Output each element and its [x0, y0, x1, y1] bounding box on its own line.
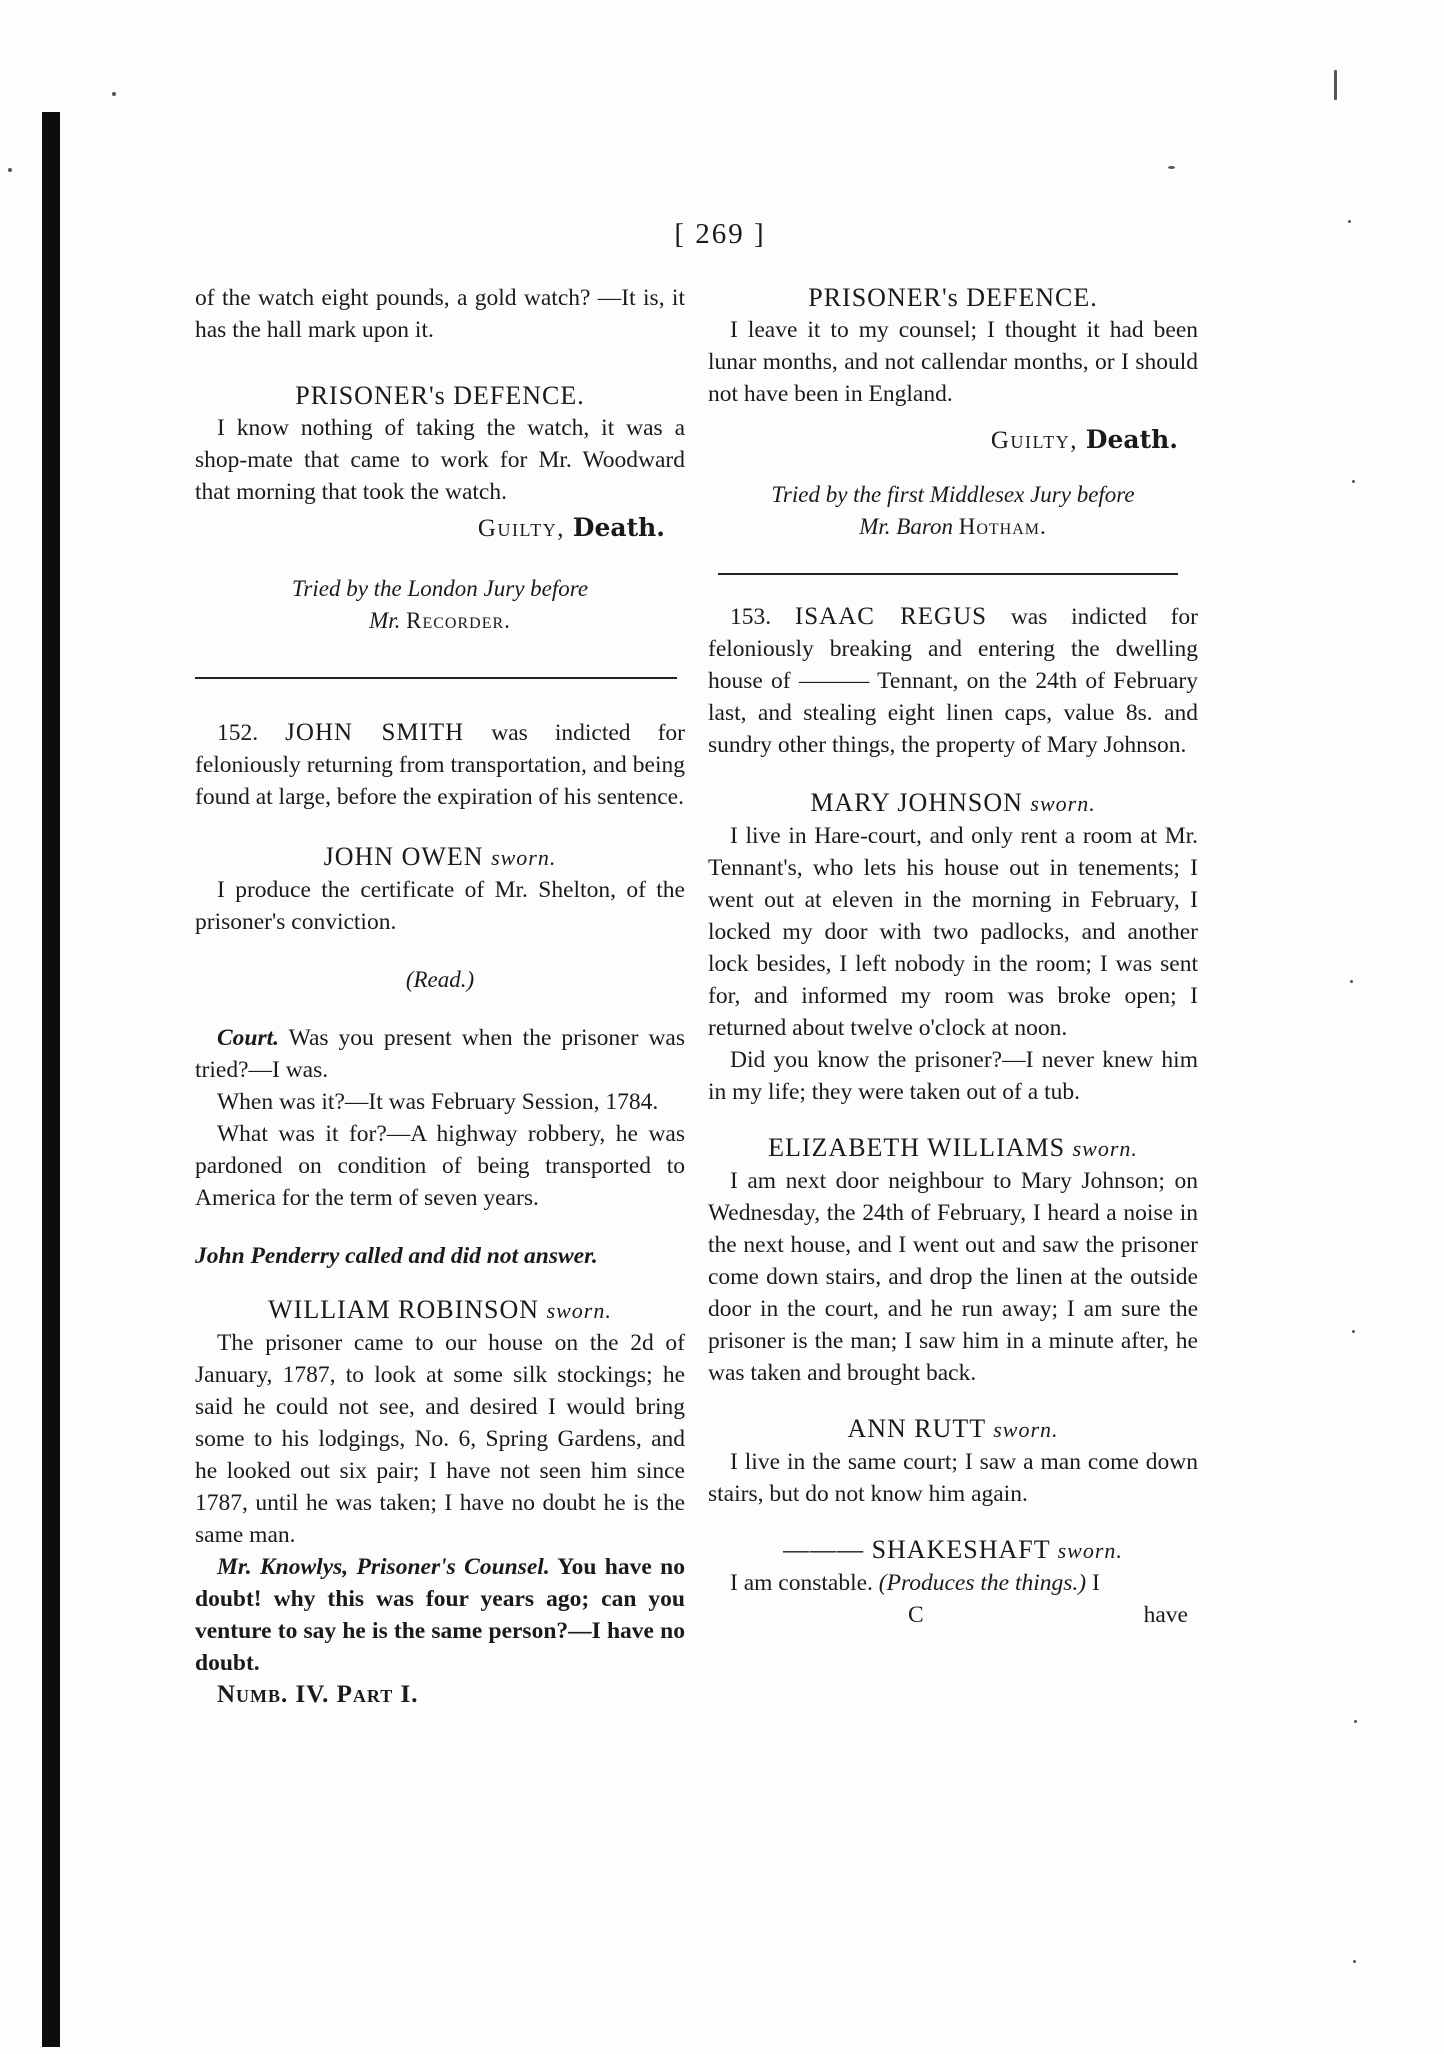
question-when: When was it?—It was February Session, 1784. [217, 1089, 659, 1115]
witness-name: ——— SHAKESHAFT [783, 1535, 1051, 1564]
witness-heading [708, 787, 1198, 820]
scan-speck [8, 168, 12, 172]
signature-mark: C [908, 1602, 924, 1628]
witness-heading [195, 841, 685, 874]
tried-judge-title: Mr. [369, 608, 401, 633]
witness-heading [195, 1294, 685, 1327]
verdict [195, 512, 685, 545]
case-number: 153. [730, 604, 772, 630]
defendant-name: ISAAC REGUS [794, 603, 988, 630]
defendant-name: JOHN SMITH [285, 719, 465, 746]
case-152-indictment [195, 717, 685, 813]
court-question [195, 1022, 685, 1086]
witness-name: ELIZABETH WILLIAMS [768, 1133, 1066, 1162]
verdict-sentence: Death. [1085, 425, 1178, 454]
sworn-label: sworn. [1057, 1538, 1123, 1563]
verdict [708, 424, 1198, 457]
continued-paragraph: of the watch eight pounds, a gold watch? —It is, it has the hall mark upon it. [195, 285, 685, 343]
witness-testimony: The prisoner came to our house on the 2d of January, 1787, to look at some silk stockings; he said he could not see, and desired I would bring some to his lodgings, No. 6, Spring Gardens, and he looked out six pair; I have not seen him since 1787, until he was taken; I have no doubt he is the same man. [195, 1330, 685, 1548]
produces-note: (Produces the things.) [878, 1570, 1087, 1596]
court-question-text: Was you present when the prisoner was tried?—I was. [195, 1025, 685, 1083]
tried-judge [708, 511, 1198, 543]
defence-text: I leave it to my counsel; I thought it had been lunar months, and not callendar months, or I should not have been in England. [708, 317, 1198, 407]
read-note: (Read.) [405, 967, 475, 992]
tried-judge-name: Recorder. [406, 608, 511, 633]
witness-testimony [708, 1567, 1198, 1599]
page-number: [ 269 ] [674, 218, 766, 250]
counsel-text: You have no doubt! why this was four years ago; can you venture to say he is the same person?—I have no doubt. [195, 1554, 685, 1676]
defence-heading: PRISONER's DEFENCE. [808, 283, 1098, 312]
sworn-label: sworn. [491, 845, 557, 870]
scan-speck [1352, 480, 1355, 483]
counsel-question [195, 1551, 685, 1679]
sworn-label: sworn. [546, 1298, 612, 1323]
case-153-indictment [708, 601, 1198, 761]
witness-testimony: I live in Hare-court, and only rent a room at Mr. Tennant's, who lets his house out in tenements; I went out at eleven in the morning in February, I locked my door with two padlocks, and another lock besides, I left nobody in the room; I was sent for, and informed my room was broke open; I returned about twelve o'clock at noon. [708, 823, 1198, 1041]
verdict-sentence: Death. [572, 513, 665, 542]
scan-speck [1334, 70, 1337, 100]
counsel-label: Mr. Knowlys, Prisoner's Counsel. [217, 1554, 550, 1580]
left-column [195, 282, 685, 1711]
witness-name: WILLIAM ROBINSON [268, 1295, 540, 1324]
verdict-word: Guilty, [990, 427, 1079, 454]
defence-heading: PRISONER's DEFENCE. [295, 381, 585, 410]
sworn-label: sworn. [1030, 791, 1096, 816]
called-note: John Penderry called and did not answer. [195, 1243, 598, 1269]
tried-line: Tried by the first Middlesex Jury before [771, 482, 1135, 507]
indictment-text: was indicted for feloniously breaking and entering the dwelling house of ——— Tennant, on the 24th of February last, and stealing eight linen caps, value 8s. and sundry other things, the property of Mary Johnson. [708, 604, 1199, 758]
court-label: Court. [217, 1025, 280, 1051]
scan-speck [112, 92, 116, 96]
indictment-text: was indicted for feloniously returning from transportation, and being found at large, before the expiration of his sentence. [195, 720, 685, 810]
witness-name: JOHN OWEN [323, 842, 484, 871]
witness-testimony: I live in the same court; I saw a man come down stairs, but do not know him again. [708, 1449, 1198, 1507]
section-rule [718, 573, 1178, 575]
page-foot-line [708, 1599, 1198, 1631]
tried-line: Tried by the London Jury before [291, 576, 589, 601]
scan-speck [1354, 1720, 1357, 1723]
witness-testimony: I produce the certificate of Mr. Shelton, of the prisoner's conviction. [195, 877, 685, 935]
scan-speck [1352, 1330, 1355, 1333]
question-what: What was it for?—A highway robbery, he was pardoned on condition of being transported to America for the term of seven years. [195, 1121, 685, 1211]
verdict-word: Guilty, [477, 515, 566, 542]
witness-testimony: I am next door neighbour to Mary Johnson; on Wednesday, the 24th of February, I heard a noise in the next house, and I went out and saw the prisoner come down stairs, and drop the linen at the outside door in the court, and he run away; I am sure the prisoner is the man; I saw him in a minute after, he was taken and brought back. [708, 1168, 1198, 1386]
scan-speck [1348, 220, 1351, 223]
witness-name: ANN RUTT [847, 1414, 986, 1443]
witness-heading [708, 1534, 1198, 1567]
witness-heading [708, 1413, 1198, 1446]
testimony-start: I am constable. [730, 1570, 873, 1596]
scan-speck [1353, 1960, 1356, 1963]
witness-name: MARY JOHNSON [810, 788, 1023, 817]
tried-judge-name: Hotham. [958, 514, 1047, 539]
scan-speck [1168, 166, 1175, 169]
testimony-cont: I [1091, 1570, 1100, 1596]
tried-judge-title: Mr. Baron [859, 514, 953, 539]
scan-speck [1350, 980, 1353, 983]
witness-question: Did you know the prisoner?—I never knew him in my life; they were taken out of a tub. [708, 1047, 1198, 1105]
witness-heading [708, 1132, 1198, 1165]
sworn-label: sworn. [993, 1417, 1059, 1442]
case-number: 152. [217, 720, 259, 746]
sworn-label: sworn. [1072, 1136, 1138, 1161]
catchword: have [1143, 1602, 1188, 1628]
section-rule [195, 677, 677, 679]
binding-edge [42, 112, 60, 2047]
right-column [708, 282, 1198, 1631]
signature-footer: Numb. IV. Part I. [217, 1681, 419, 1708]
tried-judge [195, 605, 685, 637]
defence-text: I know nothing of taking the watch, it was a shop-mate that came to work for Mr. Woodward that morning that took the watch. [195, 415, 685, 505]
